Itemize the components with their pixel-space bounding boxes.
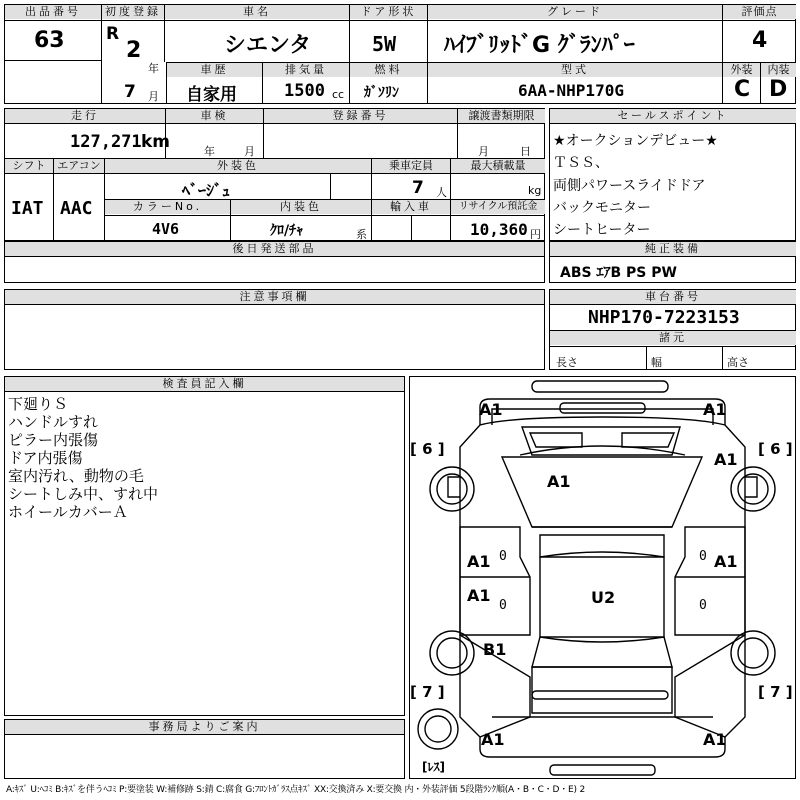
damage-right-front-door: A1 <box>714 552 738 571</box>
damage-legend: A:ｷｽﾞ U:ﾍｺﾐ B:ｷｽﾞを伴うﾍｺﾐ P:要塗装 W:補修跡 S:錆 C:腐食 G:ﾌﾛﾝﾄｶﾞﾗｽ点ｷｽﾞ XX:交換済み X:要交換 内・外装評価 5段階ﾗﾝｸ順(A・B・C・D・E) 2 <box>6 785 585 795</box>
score-header: 評価点 <box>723 5 796 19</box>
interior-grade: D <box>769 77 788 102</box>
history-header: 車歴 <box>167 63 262 77</box>
left-rear-bracket: [ 7 ] <box>410 683 445 701</box>
displacement: 1500 <box>284 81 325 101</box>
door-mark-a: 0 <box>499 549 507 564</box>
import-header: 輸入車 <box>372 200 450 214</box>
interior-color-suffix: 系 <box>356 228 367 241</box>
sales-point-5: シートヒーター <box>553 222 651 238</box>
sales-point-2: ＴＳＳ、 <box>553 155 609 171</box>
inspector-line-1: 下廻りＳ <box>8 395 69 413</box>
top-info-block <box>4 4 796 104</box>
color-number: 4V6 <box>152 220 180 238</box>
right-front-bracket: [ 6 ] <box>758 440 793 458</box>
exterior-color-header: 外装色 <box>105 159 371 173</box>
fuel-type: ｶﾞｿﾘﾝ <box>364 85 399 101</box>
mileage-value: 127,271 <box>70 132 142 152</box>
exterior-color: ﾍﾞｰｼﾞｭ <box>182 181 231 200</box>
damage-left-front-door: A1 <box>467 552 491 571</box>
capacity-header: 乗車定員 <box>372 159 450 173</box>
month-suffix: 月 <box>148 90 159 103</box>
damage-left-rear-door: A1 <box>467 586 491 605</box>
interior-color-header: 内装色 <box>231 200 371 214</box>
door-mark-d: 0 <box>699 598 707 613</box>
type-code: 6AA-NHP170G <box>518 81 624 100</box>
sales-point-4: バックモニター <box>553 200 651 216</box>
exterior-grade-header: 外装 <box>723 63 760 77</box>
lot-number: 63 <box>34 28 65 53</box>
first-registration-header: 初度登録 <box>102 5 164 19</box>
inspector-line-2: ハンドルすれ <box>8 413 99 431</box>
transfer-day-unit: 日 <box>520 145 531 158</box>
inspector-header: 検査員記入欄 <box>5 377 404 391</box>
mileage-unit: km <box>141 132 171 152</box>
inspector-line-4: ドア内張傷 <box>8 449 83 467</box>
capacity-unit: 人 <box>436 186 447 199</box>
right-rear-bracket: [ 7 ] <box>758 683 793 701</box>
left-front-bracket: [ 6 ] <box>410 440 445 458</box>
spec-width-label: 幅 <box>651 356 662 369</box>
inspection-header: 車検 <box>166 109 263 123</box>
recycle-header: リサイクル預託金 <box>451 200 545 214</box>
door-mark-c: 0 <box>499 598 507 613</box>
vehicle-history: 自家用 <box>186 85 237 105</box>
inspector-line-5: 室内汚れ、動物の毛 <box>8 467 144 485</box>
damage-front-right-corner: A1 <box>703 400 727 419</box>
sales-point-3: 両側パワースライドドア <box>553 178 706 194</box>
interior-grade-header: 内装 <box>761 63 796 77</box>
notes-header: 注意事項欄 <box>5 290 544 304</box>
displacement-header: 排気量 <box>263 63 349 77</box>
damage-left-rear-fender: B1 <box>483 640 507 659</box>
capacity-value: 7 <box>412 178 424 198</box>
aircon-type: AAC <box>60 198 93 219</box>
damage-rear-left-corner: A1 <box>481 730 505 749</box>
office-header: 事務局よりご案内 <box>5 720 404 734</box>
spec-height-label: 高さ <box>727 356 749 369</box>
registration-year: 2 <box>126 38 142 63</box>
max-load-header: 最大積載量 <box>451 159 545 173</box>
car-outline-diagram <box>410 377 795 778</box>
max-load-unit: kg <box>528 184 542 197</box>
plate-number-header: 登録番号 <box>264 109 457 123</box>
damage-hood: A1 <box>547 472 571 491</box>
damage-rear-right-corner: A1 <box>703 730 727 749</box>
chassis-number-header: 車台番号 <box>550 290 796 304</box>
inspector-line-3: ピラー内張傷 <box>8 431 99 449</box>
registration-month: 7 <box>124 82 136 102</box>
year-suffix: 年 <box>148 62 159 75</box>
equipment-header: 純正装備 <box>550 242 796 256</box>
car-diagram-box <box>409 376 796 779</box>
door-type-header: ドア形状 <box>350 5 427 19</box>
damage-front-left-corner: A1 <box>479 400 503 419</box>
specs-header: 諸元 <box>550 331 796 345</box>
type-header: 型式 <box>428 63 722 77</box>
sales-point-1: ★オークションデビュー★ <box>553 133 718 149</box>
inspector-line-7: ホイールカバーＡ <box>8 503 128 521</box>
damage-roof: U2 <box>591 588 616 607</box>
transfer-month-unit: 月 <box>478 145 489 158</box>
transfer-deadline-header: 譲渡書類期限 <box>458 109 545 123</box>
spare-tire-label: [ﾚｽ] <box>422 760 445 774</box>
spec-length-label: 長さ <box>556 356 578 369</box>
inspection-year-unit: 年 <box>204 145 215 158</box>
shift-header: シフト <box>5 159 53 173</box>
inspection-month-unit: 月 <box>244 145 255 158</box>
shift-type: IAT <box>11 198 44 219</box>
overall-score: 4 <box>752 28 768 53</box>
damage-right-front-fender: A1 <box>714 450 738 469</box>
color-number-header: カラーNo. <box>105 200 230 214</box>
exterior-grade: C <box>734 77 751 102</box>
grade-header: グレード <box>428 5 722 19</box>
inspector-line-6: シートしみ中、すれ中 <box>8 485 159 503</box>
recycle-fee: 10,360 <box>470 220 528 239</box>
recycle-unit: 円 <box>530 228 541 241</box>
equipment-value: ABS ｴｱB PS PW <box>560 265 677 281</box>
chassis-number: NHP170-7223153 <box>588 307 740 328</box>
door-type: 5W <box>372 32 397 56</box>
model-name: シエンタ <box>224 33 312 58</box>
displacement-unit: cc <box>332 88 345 101</box>
later-parts-header: 後日発送部品 <box>5 242 544 256</box>
grade-value: ﾊｲﾌﾞﾘｯﾄﾞG ｸﾞﾗﾝﾊﾟｰ <box>444 33 635 58</box>
mileage-header: 走行 <box>5 109 165 123</box>
interior-color: ｸﾛ/ﾁｬ <box>270 223 304 239</box>
fuel-header: 燃料 <box>350 63 427 77</box>
model-header: 車名 <box>165 5 349 19</box>
era-label: R <box>106 24 120 44</box>
sales-points-header: セールスポイント <box>550 109 796 123</box>
door-mark-b: 0 <box>699 549 707 564</box>
lot-number-header: 出品番号 <box>5 5 101 19</box>
aircon-header: エアコン <box>54 159 104 173</box>
